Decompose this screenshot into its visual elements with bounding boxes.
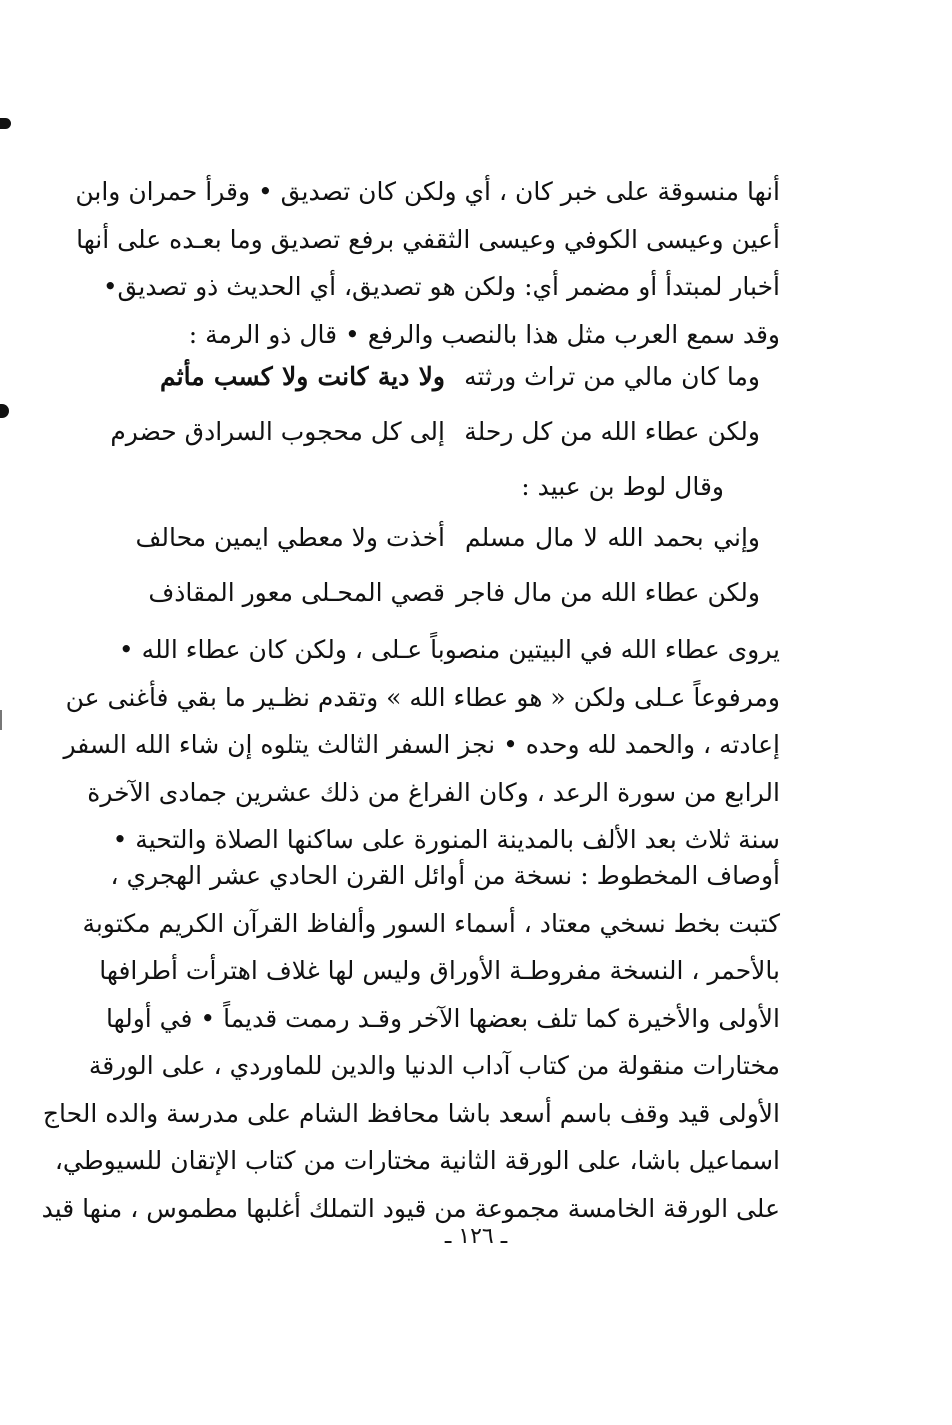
text-line: الأولى قيد وقف باسم أسعد باشا محافظ الشام على مدرسة والده الحاج bbox=[42, 1098, 780, 1128]
scan-margin-mark bbox=[0, 710, 2, 730]
text-line: كتبت بخط نسخي معتاد ، أسماء السور وألفاظ القرآن الكريم مكتوبة bbox=[82, 908, 780, 938]
verse-first-hemistich: ولكن عطاء الله من مال فاجر bbox=[456, 578, 760, 607]
text-line: بالأحمر ، النسخة مفروطـة الأوراق وليس لها غلاف اهترأت أطرافها bbox=[99, 956, 780, 985]
verse-second-hemistich: أخذت ولا معطي ايمين محالف bbox=[135, 523, 445, 552]
scan-margin-mark bbox=[0, 118, 11, 129]
text-line: إعادته ، والحمد لله وحده • نجز السفر الثالث يتلوه إن شاء الله السفر bbox=[63, 730, 780, 759]
text-line: سنة ثلاث بعد الألف بالمدينة المنورة على ساكنها الصلاة والتحية • bbox=[112, 825, 780, 854]
poetry-verse bbox=[110, 407, 760, 457]
text-line: ومرفوعاً عـلى ولكن « هو عطاء الله » وتقدم نظـير ما بقي فأغنى عن bbox=[65, 682, 780, 712]
page-number: ـ ١٢٦ ـ bbox=[444, 1224, 508, 1249]
scan-margin-mark bbox=[0, 404, 9, 418]
text-line: اسماعيل باشا، على الورقة الثانية مختارات من كتاب الإتقان للسيوطي، bbox=[54, 1146, 780, 1175]
verse-first-hemistich: وإني بحمد الله لا مال مسلم bbox=[465, 523, 760, 552]
verse-introduction: وقال لوط بن عبيد : bbox=[521, 472, 724, 501]
poetry-verse bbox=[150, 568, 760, 618]
text-line: أوصاف المخطوط : نسخة من أوائل القرن الحادي عشر الهجري ، bbox=[110, 861, 780, 890]
verse-second-hemistich: قصي المحـلى معور المقاذف bbox=[148, 578, 445, 607]
text-line: الرابع من سورة الرعد ، وكان الفراغ من ذلك عشرين جمادى الآخرة bbox=[87, 777, 780, 807]
paragraph-manuscript-description bbox=[41, 852, 780, 1232]
verse-first-hemistich: ولكن عطاء الله من كل رحلة bbox=[464, 417, 760, 446]
text-line: وقد سمع العرب مثل هذا بالنصب والرفع • قال ذو الرمة : bbox=[188, 319, 780, 349]
verse-first-hemistich: وما كان مالي من تراث ورثته bbox=[464, 362, 760, 391]
text-line: أخبار لمبتدأ أو مضمر أي: ولكن هو تصديق، أي الحديث ذو تصديق• bbox=[102, 272, 780, 301]
text-line: مختارات منقولة من كتاب آداب الدنيا والدين للماوردي ، على الورقة bbox=[88, 1051, 780, 1080]
poetry-verse bbox=[150, 352, 760, 402]
verse-second-hemistich: ولا دية كانت ولا كسب مأثم bbox=[160, 362, 445, 391]
text-line: الأولى والأخيرة كما تلف بعضها الآخر وقـد رممت قديماً • في أولها bbox=[105, 1003, 780, 1033]
paragraph-commentary bbox=[75, 168, 780, 358]
text-line: أعين وعيسى الكوفي وعيسى الثقفي برفع تصديق وما بعـده على أنها bbox=[76, 224, 780, 254]
poetry-verse bbox=[135, 513, 760, 563]
text-line: أنها منسوقة على خبر كان ، أي ولكن كان تصديق • وقرأ حمران وابن bbox=[75, 177, 780, 206]
text-line: يروى عطاء الله في البيتين منصوباً عـلى ، ولكن كان عطاء الله • bbox=[118, 635, 780, 664]
paragraph-colophon bbox=[63, 626, 780, 864]
verse-second-hemistich: إلى كل محجوب السرادق حضرم bbox=[110, 417, 445, 446]
text-line: على الورقة الخامسة مجموعة من قيود التملك أغلبها مطموس ، منها قيد bbox=[41, 1193, 780, 1223]
